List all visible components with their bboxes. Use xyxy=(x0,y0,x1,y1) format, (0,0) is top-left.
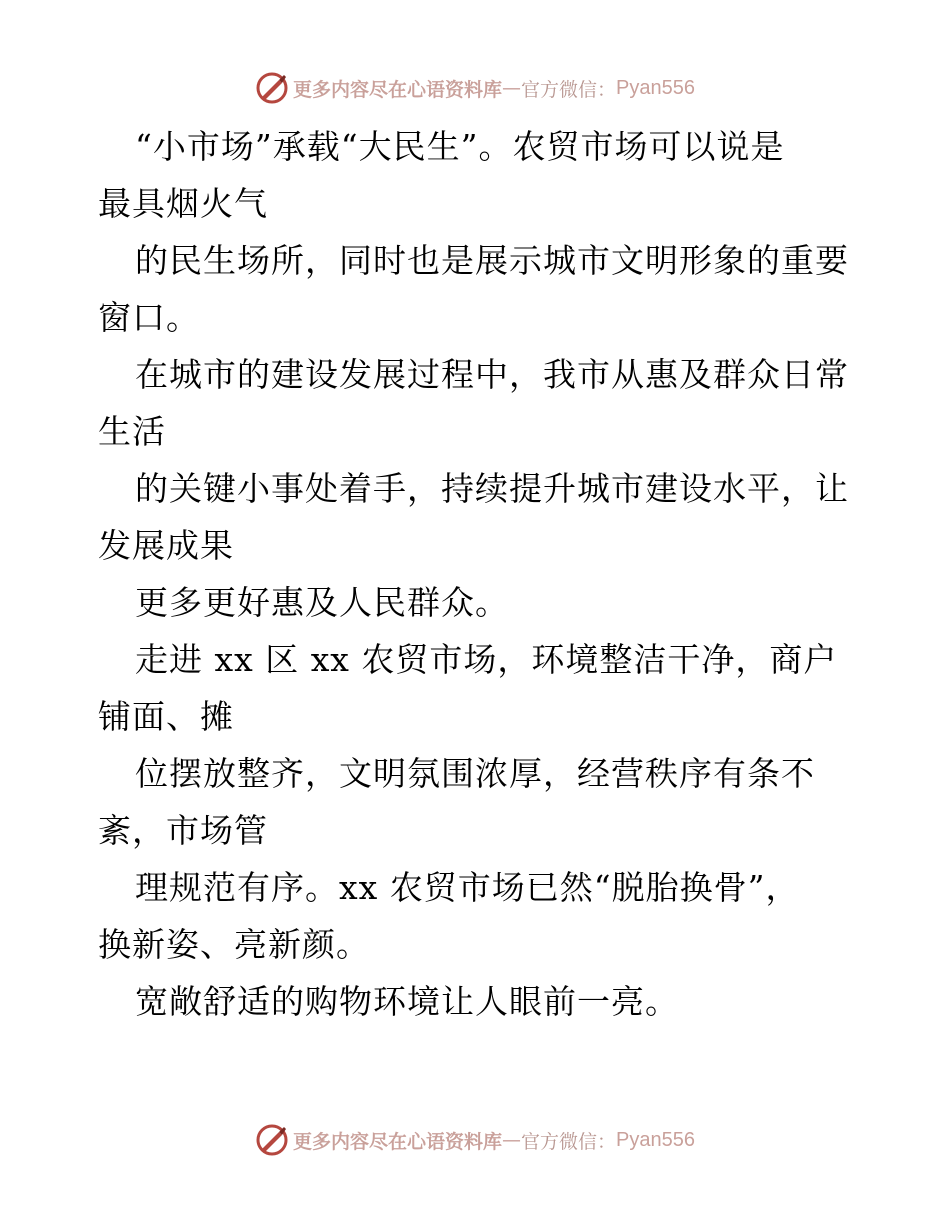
text-line: 发展成果 xyxy=(98,526,234,565)
text-line: 位摆放整齐，文明氛围浓厚，经营秩序有条不 xyxy=(135,754,815,793)
text-line: 更多更好惠及人民群众。 xyxy=(135,583,509,622)
header-wechat-label: 官方微信： xyxy=(521,78,617,101)
footer-wechat-id: Pyan556 xyxy=(616,1128,695,1151)
footer-banner-separator: — xyxy=(502,1129,522,1151)
text-line: 宽敞舒适的购物环境让人眼前一亮。 xyxy=(135,982,679,1021)
text-line: 在城市的建设发展过程中，我市从惠及群众日常 xyxy=(135,355,849,394)
footer-wechat-label: 官方微信： xyxy=(521,1130,617,1153)
text-line: 的关键小事处着手，持续提升城市建设水平，让 xyxy=(135,469,849,508)
footer-banner xyxy=(0,1120,950,1160)
text-line: 生活 xyxy=(98,412,166,451)
pen-logo-icon xyxy=(255,1123,289,1157)
document-body xyxy=(98,118,858,1030)
text-line: “小市场”承载“大民生”。农贸市场可以说是 xyxy=(135,127,785,166)
header-wechat-id: Pyan556 xyxy=(616,76,695,99)
text-line: 紊，市场管 xyxy=(98,811,268,850)
text-line: 窗口。 xyxy=(98,298,200,337)
text-line: 最具烟火气 xyxy=(98,184,268,223)
header-banner xyxy=(0,68,950,108)
text-line: 换新姿、亮新颜。 xyxy=(98,925,370,964)
header-banner-separator: — xyxy=(502,77,522,99)
text-line: 的民生场所，同时也是展示城市文明形象的重要 xyxy=(135,241,849,280)
header-banner-text: 更多内容尽在心语资料库 xyxy=(293,78,503,101)
text-line: 走进 xx 区 xx 农贸市场，环境整洁干净，商户 xyxy=(135,640,838,679)
pen-logo-icon xyxy=(255,71,289,105)
text-line: 铺面、摊 xyxy=(98,697,234,736)
footer-banner-text: 更多内容尽在心语资料库 xyxy=(293,1130,503,1153)
text-line: 理规范有序。xx 农贸市场已然“脱胎换骨”， xyxy=(135,868,800,907)
